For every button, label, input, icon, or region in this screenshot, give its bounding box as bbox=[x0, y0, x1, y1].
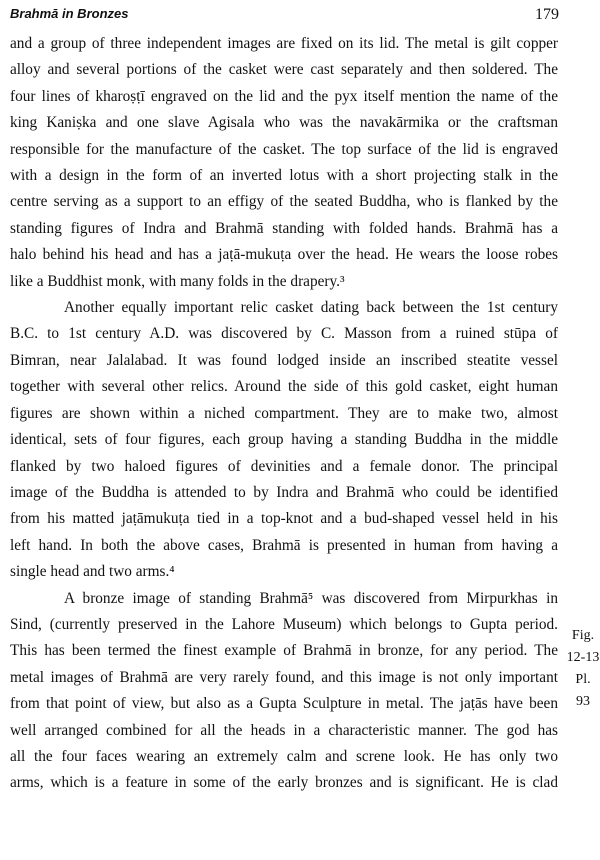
text-line: flanked by two haloed figures of devinities and a female donor. The principal bbox=[10, 457, 558, 475]
paragraph-1 bbox=[10, 31, 558, 295]
text-line: centre serving as a support to an effigy of the seated Buddha, who is flanked by the bbox=[10, 193, 558, 211]
running-head: Brahmā in Bronzes bbox=[10, 6, 129, 21]
text-line: all the four faces wearing an extremely calm and screne look. He has only two bbox=[10, 747, 558, 765]
body-text bbox=[10, 31, 558, 797]
margin-note-plate-label: Pl. bbox=[575, 672, 591, 687]
text-line: four lines of kharoṣṭī engraved on the lid and the pyx itself mention the name of the bbox=[10, 87, 558, 105]
text-line: This has been termed the finest example of Brahmā in bronze, for any period. The bbox=[10, 642, 558, 660]
text-line: and a group of three independent images are fixed on its lid. The metal is gilt copper bbox=[10, 35, 558, 52]
page-number: 179 bbox=[535, 6, 559, 23]
text-line: Sind, (currently preserved in the Lahore Museum) which belongs to Gupta period. bbox=[10, 615, 558, 633]
text-line: image of the Buddha is attended to by Indra and Brahmā who could be identified bbox=[10, 483, 558, 501]
text-line: Bimran, near Jalalabad. It was found lodged inside an inscribed steatite vessel bbox=[10, 351, 558, 369]
text-line: from his matted jaṭāmukuṭa tied in a top-knot and a bud-shaped vessel held in his bbox=[10, 510, 558, 528]
text-line: from that point of view, but also as a Gupta Sculpture in metal. The jaṭās have been bbox=[10, 695, 558, 713]
margin-note-plate-number: 93 bbox=[576, 694, 590, 709]
paragraph-2 bbox=[10, 295, 558, 585]
text-line: alloy and several portions of the casket were cast separately and then soldered. The bbox=[10, 61, 558, 79]
text-line: B.C. to 1st century A.D. was discovered by C. Masson from a ruined stūpa of bbox=[10, 325, 558, 343]
margin-notes bbox=[566, 625, 600, 713]
text-line: responsible for the manufacture of the casket. The top surface of the lid is engraved bbox=[10, 140, 558, 158]
text-line: figures are shown within a niched compartment. They are to make two, almost bbox=[10, 404, 558, 422]
text-line: with a design in the form of an inverted lotus with a short projecting stalk in the bbox=[10, 167, 558, 185]
text-line: arms, which is a feature in some of the early bronzes and is significant. He is clad bbox=[10, 774, 558, 792]
text-line: together with several other relics. Around the side of this gold casket, eight human bbox=[10, 378, 558, 396]
text-line: Another equally important relic casket dating back between the 1st century bbox=[64, 299, 558, 317]
text-line: king Kaniṣka and one slave Agisala who was the navakārmika or the craftsman bbox=[10, 114, 558, 132]
text-line: like a Buddhist monk, with many folds in the drapery.³ bbox=[10, 272, 345, 290]
text-line: single head and two arms.⁴ bbox=[10, 563, 175, 581]
text-line: left hand. In both the above cases, Brahmā is presented in human from having a bbox=[10, 536, 558, 554]
margin-note-fig-number: 12-13 bbox=[566, 650, 600, 665]
text-line: standing figures of Indra and Brahmā standing with folded hands. Brahmā has a bbox=[10, 219, 558, 237]
text-line: A bronze image of standing Brahmā⁵ was discovered from Mirpurkhas in bbox=[64, 589, 558, 607]
paragraph-3 bbox=[10, 586, 558, 797]
text-line: metal images of Brahmā are very rarely found, and this image is not only important bbox=[10, 668, 558, 686]
page-header bbox=[10, 6, 600, 28]
text-line: identical, sets of four figures, each group having a standing Buddha in the middle bbox=[10, 431, 558, 449]
text-line: halo behind his head and has a jaṭā-mukuṭa over the head. He wears the loose robes bbox=[10, 246, 558, 264]
margin-note-fig-label: Fig. bbox=[571, 628, 595, 643]
text-line: well arranged combined for all the heads in a characteristic manner. The god has bbox=[10, 721, 558, 739]
